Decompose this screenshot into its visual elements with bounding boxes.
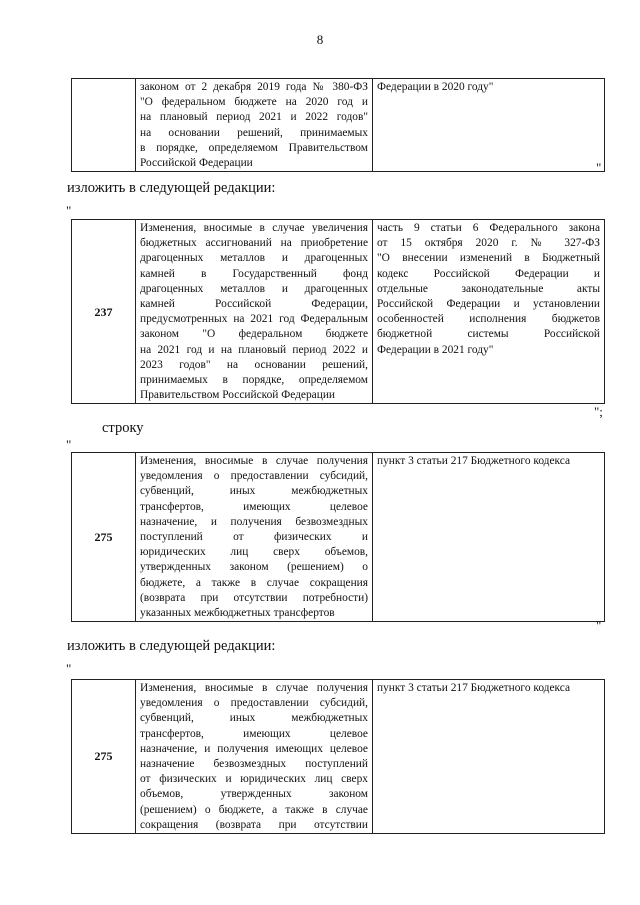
text-line: указанных межбюджетных трансфертов — [140, 607, 335, 620]
text-line: Федерации в 2020 году" — [377, 81, 494, 93]
text-line: камней Российской Федерации, — [140, 298, 368, 311]
text-line: Российской Федерации и установлении — [377, 298, 600, 311]
instruction-text: строку — [102, 420, 144, 436]
basis-cell — [373, 79, 605, 172]
text-line: субвенций, иных межбюджетных — [140, 485, 368, 498]
text-line: часть 9 статьи 6 Федерального закона — [377, 222, 600, 234]
closing-quote: " — [596, 160, 602, 175]
table-row-275-old — [71, 452, 605, 622]
text-line: бюджетной системы Российской — [377, 328, 600, 341]
text-line: кодекс Российской Федерации и — [377, 267, 600, 280]
table-fragment-1 — [71, 78, 605, 172]
basis-cell — [373, 680, 605, 834]
opening-quote: " — [66, 203, 72, 218]
row-number-cell: 275 — [72, 453, 136, 622]
text-line: особенностей исполнения бюджетов — [377, 313, 600, 326]
closing-quote: " — [596, 618, 602, 633]
text-line: Правительством Российской Федерации — [140, 389, 336, 402]
basis-cell — [373, 220, 605, 404]
instruction-text: изложить в следующей редакции: — [67, 180, 276, 196]
table-row — [72, 220, 605, 404]
text-line: на 2021 год и на плановый период 2022 и — [140, 343, 368, 356]
text-line: Изменения, вносимые в случае получения — [140, 455, 368, 467]
text-line: сокращения (возврата при отсутствии — [140, 818, 368, 831]
text-line: предусмотренных на 2021 год Федеральным — [140, 313, 368, 326]
text-line: драгоценных металлов и драгоценных — [140, 282, 368, 295]
text-line: драгоценных металлов и драгоценных — [140, 252, 368, 265]
text-line: поступлений от физических и — [140, 531, 368, 544]
text-line: утвержденных законом (решением) о — [140, 561, 368, 574]
description-cell — [136, 79, 373, 172]
text-line: пункт 3 статьи 217 Бюджетного кодекса — [377, 682, 571, 694]
text-line: юридических лиц сверх объемов, — [140, 546, 368, 559]
description-cell — [136, 680, 373, 834]
row-number-cell — [72, 79, 136, 172]
text-line: уведомления о предоставлении субсидий, — [140, 697, 368, 710]
opening-quote: " — [66, 661, 72, 676]
text-line: "О внесении изменений в Бюджетный — [377, 252, 600, 265]
text-line: на основании решений, принимаемых — [140, 126, 368, 139]
text-line: 2023 годов" на основании решений, — [140, 358, 368, 371]
description-cell — [136, 453, 373, 622]
text-line: Изменения, вносимые в случае получения — [140, 682, 368, 694]
page-number: 8 — [316, 32, 324, 47]
description-cell — [136, 220, 373, 404]
text-line: Российской Федерации — [140, 157, 253, 170]
row-number-cell: 275 — [72, 680, 136, 834]
table-row-237 — [71, 219, 605, 404]
text-line: субвенций, иных межбюджетных — [140, 712, 368, 725]
text-line: бюджетных ассигнований на приобретение — [140, 237, 368, 250]
text-line: законом "О федеральном бюджете — [140, 328, 368, 341]
table-row — [72, 79, 605, 172]
instruction-text: изложить в следующей редакции: — [67, 638, 276, 654]
text-line: "О федеральном бюджете на 2020 год и — [140, 96, 368, 109]
table-row — [72, 680, 605, 834]
text-line: Федерации в 2021 году" — [377, 343, 494, 356]
closing-quote: "; — [594, 404, 603, 419]
row-number-cell: 237 — [72, 220, 136, 404]
text-line: от физических и юридических лиц сверх — [140, 773, 368, 786]
text-line: в порядке, определяемом Правительством — [140, 141, 368, 154]
text-line: принимаемых в порядке, определяемом — [140, 374, 368, 387]
text-line: назначение безвозмездных поступлений — [140, 758, 368, 771]
text-line: бюджете, а также в случае сокращения — [140, 576, 368, 589]
text-line: законом от 2 декабря 2019 года № 380-ФЗ — [140, 81, 368, 93]
text-line: Изменения, вносимые в случае увеличения — [140, 222, 368, 234]
text-line: пункт 3 статьи 217 Бюджетного кодекса — [377, 455, 571, 467]
basis-cell — [373, 453, 605, 622]
text-line: (решением) о бюджете, а также в случае — [140, 803, 368, 816]
text-line: на плановый период 2021 и 2022 годов" — [140, 111, 368, 124]
text-line: отдельные законодательные акты — [377, 282, 600, 295]
text-line: трансфертов, имеющих целевое — [140, 727, 368, 740]
table-row — [72, 453, 605, 622]
text-line: от 15 октября 2020 г. № 327-ФЗ — [377, 237, 600, 250]
table-row-275-new — [71, 679, 605, 834]
text-line: объемов, утвержденных законом — [140, 788, 368, 801]
text-line: (возврата при отсутствии потребности) — [140, 591, 368, 604]
text-line: уведомления о предоставлении субсидий, — [140, 470, 368, 483]
text-line: трансфертов, имеющих целевое — [140, 500, 368, 513]
text-line: назначение, и получения безвозмездных — [140, 515, 368, 528]
text-line: назначение, и получения имеющих целевое — [140, 742, 368, 755]
opening-quote: " — [66, 437, 72, 452]
text-line: камней в Государственный фонд — [140, 267, 368, 280]
